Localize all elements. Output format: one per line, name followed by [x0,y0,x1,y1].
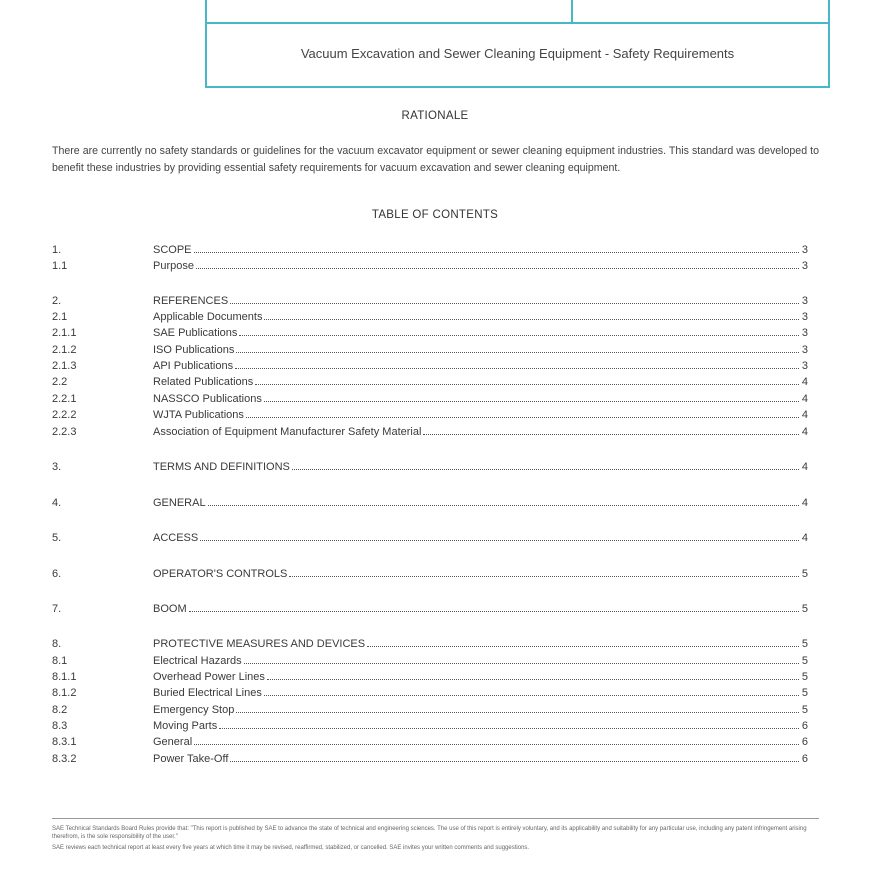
toc-entry-label: Related Publications [153,376,254,388]
toc-entry-number: 2.2.3 [52,426,77,438]
toc-entry[interactable] [52,425,808,440]
toc-entry-page: 6 [801,736,808,748]
toc-entry-page: 5 [801,603,808,615]
toc-entry-label: TERMS AND DEFINITIONS [153,461,290,473]
toc-entry-line [153,294,808,309]
toc-leader-dots [289,576,799,577]
toc-entry-line [153,735,808,750]
toc-leader-dots [267,679,799,680]
toc-leader-dots [219,728,799,729]
toc-entry-page: 3 [801,244,808,256]
toc-entry-page: 5 [801,687,808,699]
toc-entry-number: 8.1.2 [52,687,77,699]
toc-entry-page: 5 [801,671,808,683]
toc-entry[interactable] [52,343,808,358]
toc-entry-number: 8.3.1 [52,736,77,748]
toc-leader-dots [236,712,799,713]
toc-entry-number: 3. [52,461,62,473]
toc-entry-number: 2. [52,295,62,307]
toc-entry[interactable] [52,375,808,390]
toc-entry-number: 2.2 [52,376,68,388]
footer-notice-line-2: SAE reviews each technical report at least every five years at which time it may be revised, reaffirmed, stabilized, or cancelled. SAE invites your written comments and suggestions. [52,845,530,851]
toc-entry-label: Moving Parts [153,720,218,732]
toc-leader-dots [255,384,799,385]
toc-entry[interactable] [52,294,808,309]
toc-leader-dots [264,319,798,320]
footer-divider [52,818,819,819]
toc-entry-page: 3 [801,260,808,272]
toc-entry-line [153,326,808,341]
toc-entry-line [153,425,808,440]
toc-entry-label: Overhead Power Lines [153,671,265,683]
toc-entry[interactable] [52,637,808,652]
toc-entry-number: 8.2 [52,704,68,716]
toc-entry[interactable] [52,408,808,423]
document-title-box [205,0,830,88]
toc-entry-page: 4 [801,426,808,438]
toc-leader-dots [236,352,799,353]
toc-entry-page: 4 [801,393,808,405]
toc-entry[interactable] [52,567,808,582]
toc-entry-line [153,686,808,701]
rationale-text: There are currently no safety standards or guidelines for the vacuum excavator equipment or sewer cleaning equipment industries. This standard was developed to benefit these industries by providing essential safety requirements for vacuum excavation and sewer cleaning equipment. [52,145,819,174]
toc-entry-number: 2.2.2 [52,409,77,421]
toc-entry-number: 8. [52,638,62,650]
toc-leader-dots [194,252,799,253]
toc-leader-dots [367,646,799,647]
toc-entry-number: 7. [52,603,62,615]
toc-entry-page: 4 [801,376,808,388]
toc-entry-line [153,531,808,546]
toc-entry-line [153,752,808,767]
footer-notice [52,825,819,855]
toc-leader-dots [230,303,799,304]
toc-leader-dots [246,417,799,418]
toc-entry-page: 4 [801,409,808,421]
toc-entry-number: 2.2.1 [52,393,77,405]
toc-entry-page: 5 [801,655,808,667]
toc-entry[interactable] [52,243,808,258]
toc-entry-number: 1. [52,244,62,256]
toc-entry[interactable] [52,602,808,617]
toc-entry-number: 8.3 [52,720,68,732]
footer-notice-line-1: SAE Technical Standards Board Rules provide that: "This report is published by SAE to advance the state of technical and engineering sciences. The use of this report is entirely voluntary, and its applicability and suitability for any particular use, including any patent infringement arising therefrom, is the sole responsibility of the user." [52,826,807,840]
toc-entry-line [153,343,808,358]
toc-entry-line [153,259,808,274]
toc-entry-page: 3 [801,344,808,356]
toc-entry-number: 2.1.3 [52,360,77,372]
toc-entry-label: API Publications [153,360,234,372]
toc-entry[interactable] [52,752,808,767]
toc-entry-page: 3 [801,360,808,372]
toc-entry-line [153,637,808,652]
toc-entry-line [153,310,808,325]
toc-entry-number: 8.1.1 [52,671,77,683]
toc-entry-line [153,375,808,390]
toc-entry-line [153,602,808,617]
toc-entry-label: SCOPE [153,244,192,256]
toc-leader-dots [189,611,799,612]
document-title: Vacuum Excavation and Sewer Cleaning Equipment - Safety Requirements [300,46,735,61]
toc-entry-label: ACCESS [153,532,199,544]
toc-leader-dots [239,335,798,336]
toc-entry-page: 5 [801,638,808,650]
toc-leader-dots [196,268,799,269]
toc-entry-line [153,719,808,734]
toc-leader-dots [194,744,799,745]
toc-entry-label: WJTA Publications [153,409,244,421]
toc-entry-label: Electrical Hazards [153,655,242,667]
toc-entry-number: 2.1 [52,311,68,323]
toc-entry-label: PROTECTIVE MEASURES AND DEVICES [153,638,366,650]
toc-entry-label: Buried Electrical Lines [153,687,262,699]
toc-entry-page: 6 [801,753,808,765]
toc-entry-page: 4 [801,532,808,544]
toc-entry-number: 8.3.2 [52,753,77,765]
toc-entry[interactable] [52,460,808,475]
toc-entry[interactable] [52,654,808,669]
toc-entry-number: 4. [52,497,62,509]
toc-entry[interactable] [52,359,808,374]
toc-leader-dots [200,540,799,541]
toc-entry-number: 2.1.2 [52,344,77,356]
toc-entry-number: 5. [52,532,62,544]
toc-leader-dots [208,505,799,506]
toc-entry-label: OPERATOR'S CONTROLS [153,568,288,580]
title-box-top-row [207,0,828,24]
toc-leader-dots [292,469,799,470]
toc-entry-label: GENERAL [153,497,206,509]
toc-entry-label: Emergency Stop [153,704,235,716]
toc-entry-page: 5 [801,568,808,580]
toc-entry-label: NASSCO Publications [153,393,262,405]
toc-heading: TABLE OF CONTENTS [371,209,499,221]
toc-entry[interactable] [52,686,808,701]
toc-leader-dots [264,401,799,402]
toc-entry-label: REFERENCES [153,295,229,307]
toc-entry[interactable] [52,259,808,274]
toc-entry[interactable] [52,326,808,341]
toc-entry[interactable] [52,703,808,718]
toc-leader-dots [235,368,799,369]
toc-entry[interactable] [52,670,808,685]
toc-entry-line [153,392,808,407]
toc-entry[interactable] [52,719,808,734]
toc-entry-line [153,567,808,582]
toc-entry-line [153,359,808,374]
toc-leader-dots [423,434,798,435]
toc-entry-page: 4 [801,497,808,509]
toc-entry[interactable] [52,496,808,511]
toc-entry-line [153,654,808,669]
toc-entry[interactable] [52,392,808,407]
toc-entry-line [153,243,808,258]
toc-entry[interactable] [52,310,808,325]
toc-leader-dots [244,663,799,664]
toc-entry-label: General [153,736,193,748]
toc-entry-page: 3 [801,295,808,307]
toc-entry-number: 2.1.1 [52,327,77,339]
title-box-divider [571,0,573,24]
toc-entry[interactable] [52,735,808,750]
toc-entry-page: 3 [801,327,808,339]
toc-entry-label: Power Take-Off [153,753,229,765]
toc-entry-page: 4 [801,461,808,473]
rationale-heading: RATIONALE [401,110,469,122]
toc-entry[interactable] [52,531,808,546]
toc-entry-label: Association of Equipment Manufacturer Safety Material [153,426,422,438]
toc-leader-dots [230,761,798,762]
toc-entry-label: Purpose [153,260,194,272]
toc-entry-line [153,703,808,718]
toc-entry-number: 6. [52,568,62,580]
toc-entry-label: ISO Publications [153,344,235,356]
toc-entry-number: 1.1 [52,260,68,272]
toc-entry-label: BOOM [153,603,187,615]
toc-entry-line [153,496,808,511]
toc-entry-number: 8.1 [52,655,68,667]
toc-entry-label: Applicable Documents [153,311,263,323]
toc-entry-line [153,670,808,685]
toc-entry-line [153,408,808,423]
toc-entry-label: SAE Publications [153,327,238,339]
toc-entry-line [153,460,808,475]
toc-entry-page: 5 [801,704,808,716]
toc-entry-page: 6 [801,720,808,732]
toc-entry-page: 3 [801,311,808,323]
toc-leader-dots [264,695,799,696]
